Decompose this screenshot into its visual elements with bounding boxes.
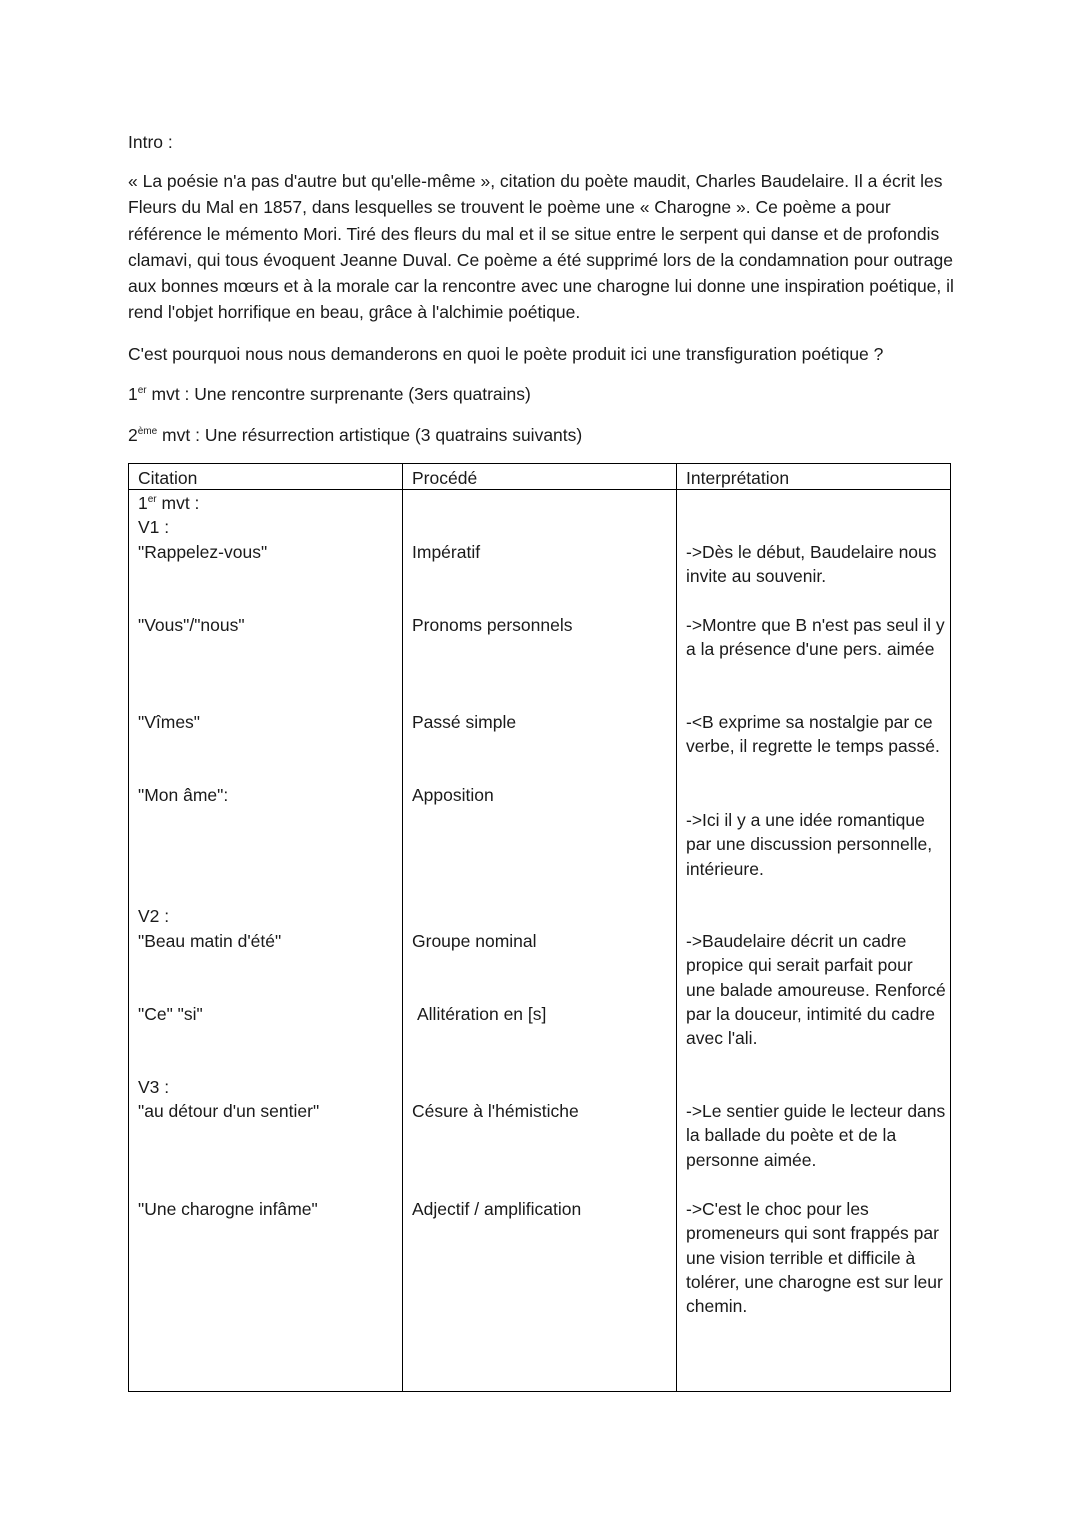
section-label-mvt1: 1er mvt : — [138, 493, 200, 513]
movement-2-line: 2ème mvt : Une résurrection artistique (3 quatrains suivants) — [128, 425, 583, 445]
row-interpretation: -<B exprime sa nostalgie par ce verbe, il regrette le temps passé. — [686, 712, 940, 757]
row-procede: Groupe nominal — [412, 931, 537, 951]
row-procede: Adjectif / amplification — [412, 1199, 582, 1219]
row-procede: Passé simple — [412, 712, 517, 732]
row-procede: Apposition — [412, 785, 494, 805]
row-interpretation: ->C'est le choc pour les promeneurs qui sont frappés par une vision terrible et difficile à tolérer, une charogne est sur leur chemin. — [686, 1199, 943, 1317]
row-citation: "au détour d'un sentier" — [138, 1101, 320, 1121]
column-divider — [402, 464, 403, 1391]
row-procede: Allitération en [s] — [417, 1004, 547, 1024]
row-procede: Pronoms personnels — [412, 615, 573, 635]
row-interpretation: ->Baudelaire décrit un cadre propice qui serait parfait pour une balade amoureuse. Renforcé par la douceur, intimité du cadre avec l'ali. — [686, 931, 946, 1049]
intro-title: Intro : — [128, 132, 173, 152]
verse-label-v1: V1 : — [138, 517, 170, 537]
row-interpretation: ->Dès le début, Baudelaire nous invite au souvenir. — [686, 542, 937, 587]
row-procede: Impératif — [412, 542, 481, 562]
movement-1-line: 1er mvt : Une rencontre surprenante (3ers quatrains) — [128, 384, 531, 404]
row-citation: "Beau matin d'été" — [138, 931, 282, 951]
row-citation: "Une charogne infâme" — [138, 1199, 318, 1219]
verse-label-v3: V3 : — [138, 1077, 170, 1097]
row-citation: "Vîmes" — [138, 712, 201, 732]
row-citation: "Rappelez-vous" — [138, 542, 268, 562]
header-citation: Citation — [138, 468, 198, 488]
verse-label-v2: V2 : — [138, 906, 170, 926]
row-procede: Césure à l'hémistiche — [412, 1101, 579, 1121]
header-procede: Procédé — [412, 468, 478, 488]
intro-paragraph: « La poésie n'a pas d'autre but qu'elle-même », citation du poète maudit, Charles Baudelaire. Il a écrit les Fleurs du Mal en 1857, dans lesquelles se trouvent le poème une « Charogne ». Ce poème a pour référence le mémento Mori. Tiré des fleurs du mal et il se situe entre le serpent qui danse et de profondis clamavi, qui tous évoquent Jeanne Duval. Ce poème a été supprimé lors de la condamnation pour outrage aux bonnes mœurs et à la morale car la rencontre avec une charogne lui donne une inspiration poétique, il rend l'objet horrifique en beau, grâce à l'alchimie poétique. — [128, 171, 954, 323]
row-citation: "Ce" "si" — [138, 1004, 203, 1024]
row-interpretation: ->Le sentier guide le lecteur dans la ballade du poète et de la personne aimée. — [686, 1101, 946, 1170]
header-interpretation: Interprétation — [686, 468, 790, 488]
row-citation: "Vous"/"nous" — [138, 615, 245, 635]
column-divider — [676, 464, 677, 1391]
row-interpretation: ->Montre que B n'est pas seul il y a la présence d'une pers. aimée — [686, 615, 945, 660]
row-interpretation: ->Ici il y a une idée romantique par une discussion personnelle, intérieure. — [686, 810, 933, 879]
problematic-question: C'est pourquoi nous nous demanderons en quoi le poète produit ici une transfiguration poétique ? — [128, 344, 884, 364]
row-citation: "Mon âme": — [138, 785, 229, 805]
